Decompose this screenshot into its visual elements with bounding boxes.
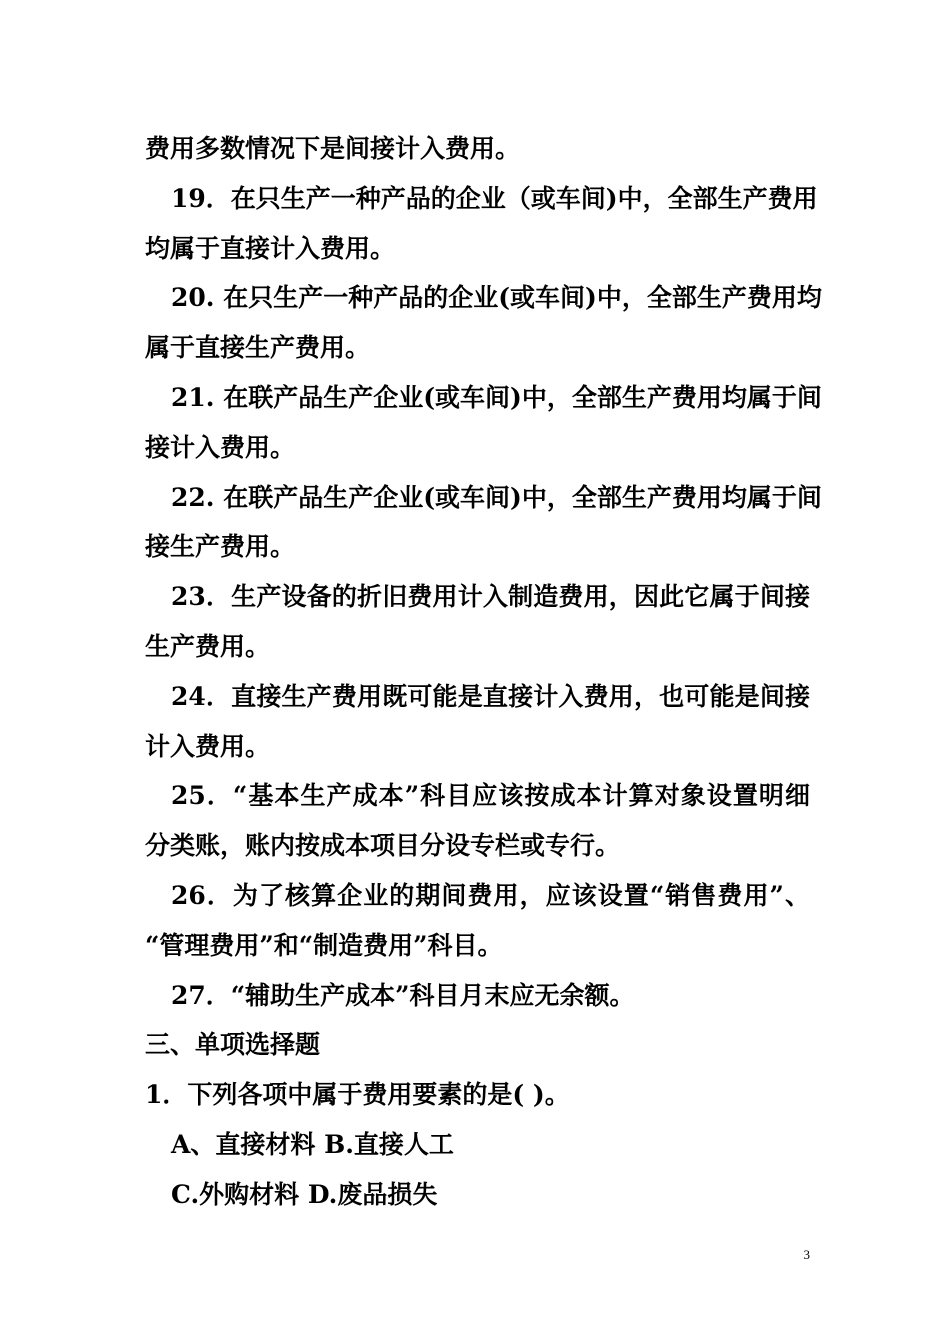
text-line-5: 属于直接生产费用。	[145, 333, 371, 363]
text-line-13: 计入费用。	[145, 731, 271, 761]
question-20: 20. 在只生产一种产品的企业(或车间)中，全部生产费用均	[171, 283, 822, 313]
question-22: 22. 在联产品生产企业(或车间)中，全部生产费用均属于间	[171, 482, 822, 512]
question-26: 26．为了核算企业的期间费用，应该设置“销售费用”、	[171, 880, 810, 910]
body-text	[145, 124, 822, 1220]
section-heading: 三、单项选择题	[145, 1030, 321, 1060]
text-line-17: “管理费用”和“制造费用”科目。	[145, 930, 503, 960]
question-24: 24．直接生产费用既可能是直接计入费用，也可能是间接	[171, 681, 810, 711]
text-line-15: 分类账，账内按成本项目分设专栏或专行。	[145, 831, 621, 861]
text-line-1: 费用多数情况下是间接计入费用。	[145, 134, 521, 163]
question-27: 27．“辅助生产成本”科目月末应无余额。	[171, 980, 635, 1010]
question-19: 19．在只生产一种产品的企业（或车间)中，全部生产费用	[171, 183, 818, 213]
text-line-11: 生产费用。	[145, 631, 271, 661]
choice-options-ab: A、直接材料 B.直接人工	[171, 1129, 454, 1159]
question-23: 23．生产设备的折旧费用计入制造费用，因此它属于间接	[171, 582, 810, 612]
page-number: 3	[803, 1247, 810, 1262]
text-line-3: 均属于直接计入费用。	[145, 233, 396, 263]
text-line-9: 接生产费用。	[145, 532, 296, 562]
choice-options-cd: C.外购材料 D.废品损失	[171, 1179, 438, 1209]
question-25: 25．“基本生产成本”科目应该按成本计算对象设置明细	[171, 781, 810, 811]
text-line-7: 接计入费用。	[145, 432, 296, 462]
choice-question-1: 1．下列各项中属于费用要素的是( )。	[145, 1080, 570, 1110]
question-21: 21. 在联产品生产企业(或车间)中，全部生产费用均属于间	[171, 382, 822, 412]
